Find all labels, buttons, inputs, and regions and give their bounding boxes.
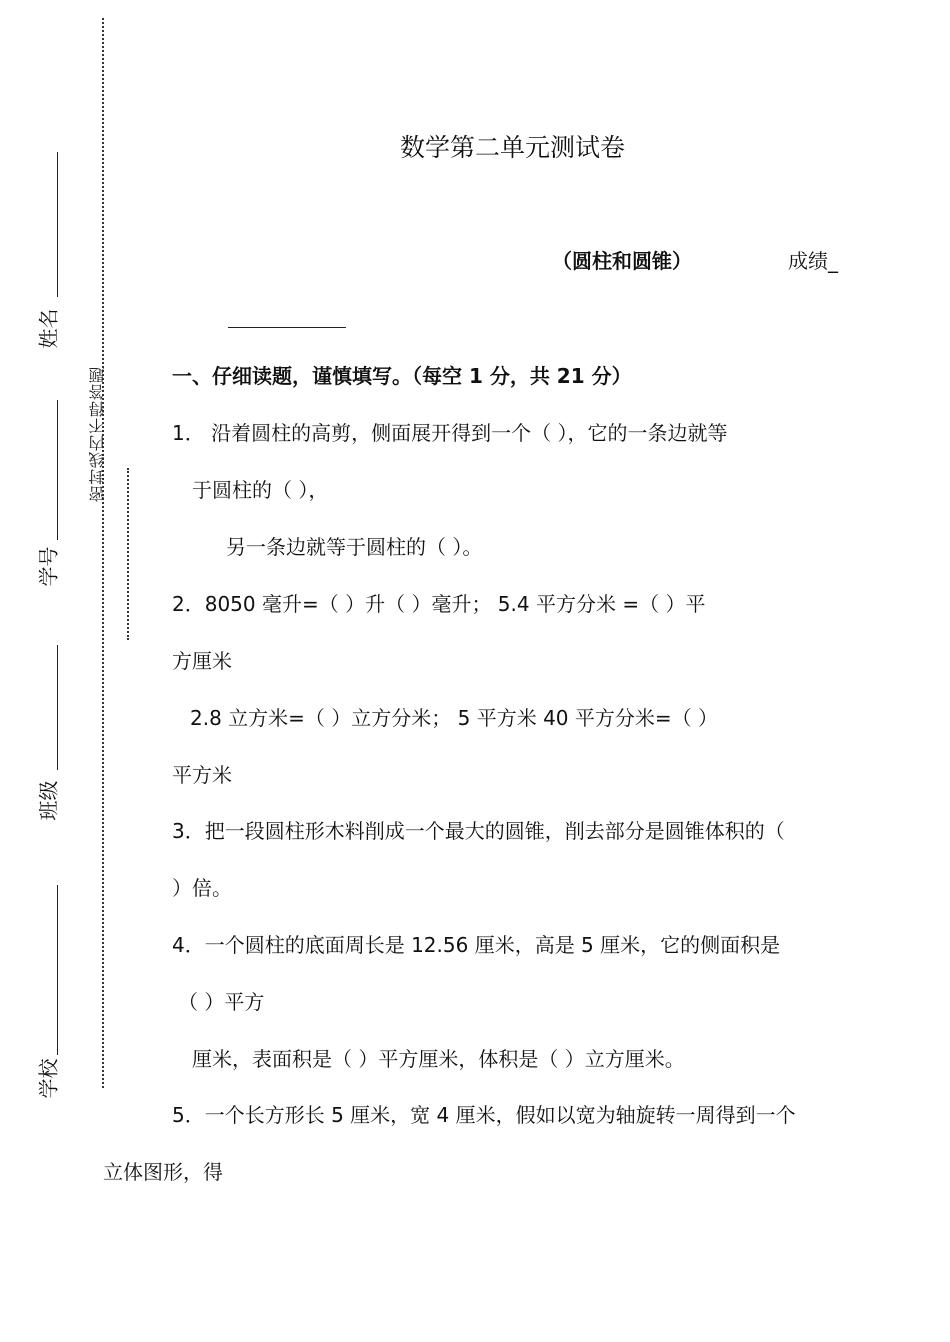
question-4-line-3: 厘米，表面积是（ ）平方厘米，体积是（ ）立方厘米。 — [192, 1047, 685, 1071]
school-underline — [57, 885, 58, 1055]
page-title: 数学第二单元测试卷 — [400, 133, 626, 162]
score-label: 成绩_ — [788, 249, 838, 273]
question-2-line-4: 平方米 — [172, 763, 232, 787]
question-1-line-2: 于圆柱的（ ）， — [192, 478, 329, 502]
question-3-line-1: 3．把一段圆柱形木料削成一个最大的圆锥，削去部分是圆锥体积的（ — [172, 819, 785, 843]
question-3-line-2: ）倍。 — [172, 876, 232, 900]
class-label: 班级 — [36, 780, 61, 821]
question-4-line-1: 4．一个圆柱的底面周长是 12.56 厘米，高是 5 厘米，它的侧面积是 — [172, 933, 781, 957]
question-5-line-2: 立体图形，得 — [103, 1160, 223, 1184]
question-2-line-3: 2.8 立方米=（ ）立方分米； 5 平方米 40 平方分米=（ ） — [190, 706, 718, 730]
question-1-line-1: 1． 沿着圆柱的高剪，侧面展开得到一个（ ），它的一条边就等 — [172, 421, 728, 445]
question-2-line-2: 方厘米 — [172, 649, 232, 673]
student-id-label: 学号 — [36, 546, 61, 587]
subtitle: （圆柱和圆锥） — [552, 249, 692, 273]
seal-notice: 密封线内不得答题 — [88, 366, 107, 502]
inner-dotted-binding-line — [127, 468, 129, 640]
school-label: 学校 — [36, 1058, 61, 1099]
student-id-underline — [57, 400, 58, 540]
name-label: 姓名 — [36, 308, 61, 349]
question-2-line-1: 2．8050 毫升=（ ）升（ ）毫升； 5.4 平方分米 =（ ）平 — [172, 592, 706, 616]
question-5-line-1: 5．一个长方形长 5 厘米，宽 4 厘米，假如以宽为轴旋转一周得到一个 — [172, 1103, 796, 1127]
section-1-heading: 一、仔细读题，谨慎填写。（每空 1 分，共 21 分） — [172, 364, 632, 388]
question-1-line-3: 另一条边就等于圆柱的（ ）。 — [226, 535, 483, 559]
question-4-line-2: （ ）平方 — [178, 990, 265, 1014]
score-blank-line — [228, 327, 346, 328]
outer-dotted-binding-line — [102, 18, 104, 1088]
class-underline — [57, 645, 58, 770]
name-underline — [57, 152, 58, 297]
